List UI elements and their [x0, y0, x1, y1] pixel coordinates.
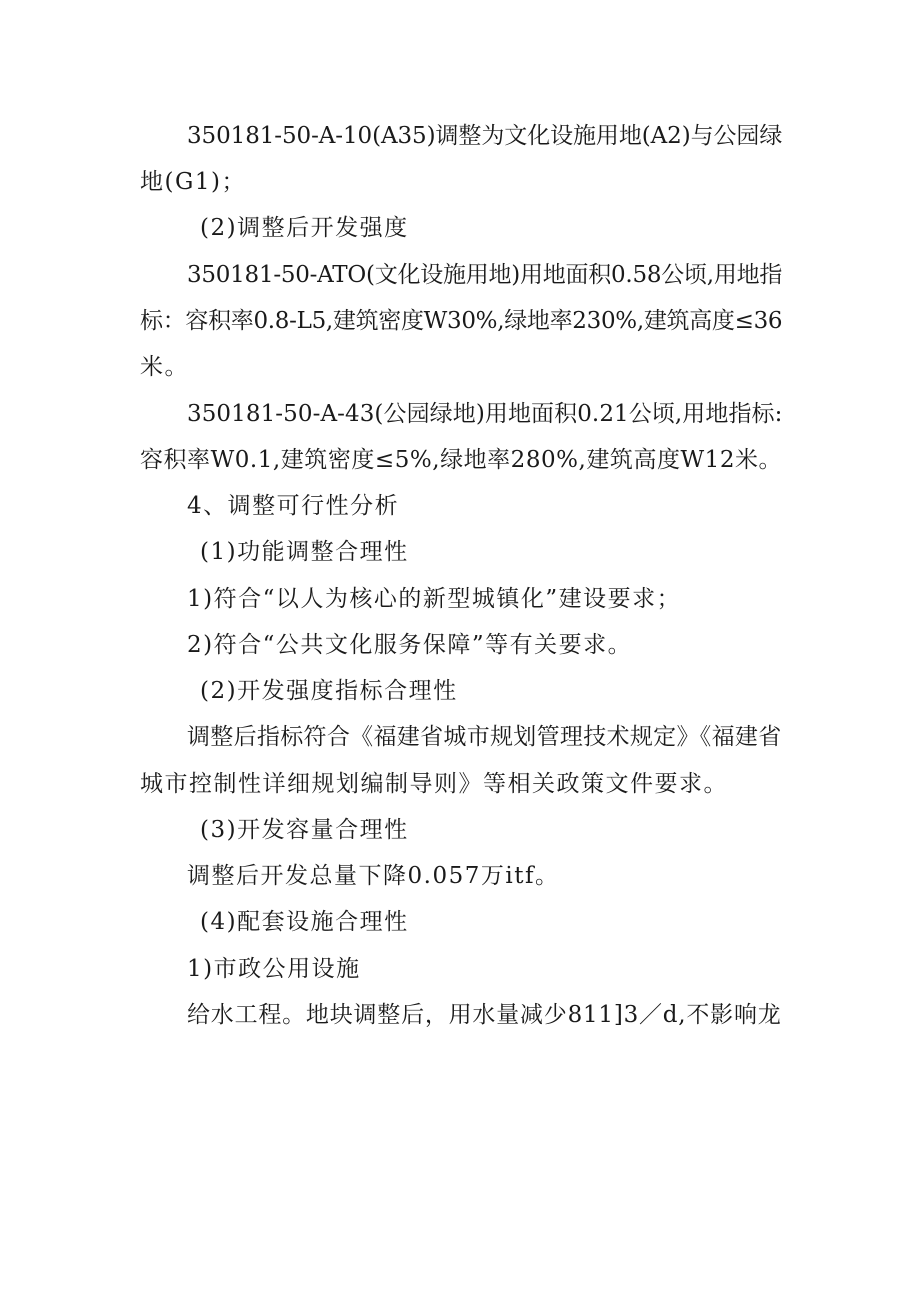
- section-heading: 4、调整可行性分析: [187, 493, 400, 519]
- section-heading: (3)开发容量合理性: [200, 817, 409, 843]
- paragraph-line: 350181-50-A-10(A35)调整为文化设施用地(A2)与公园绿: [187, 123, 783, 149]
- section-heading: (2)开发强度指标合理性: [200, 678, 458, 704]
- paragraph-line: 1)市政公用设施: [187, 956, 361, 982]
- paragraph-line: 调整后指标符合《福建省城市规划管理技术规定》《福建省: [187, 724, 782, 750]
- paragraph-line: 米。: [140, 354, 189, 380]
- paragraph-line: 调整后开发总量下降0.057万itf。: [187, 863, 560, 889]
- section-heading: (4)配套设施合理性: [200, 909, 409, 935]
- section-heading: (2)调整后开发强度: [200, 215, 409, 241]
- paragraph-line: 城市控制性详细规划编制导则》等相关政策文件要求。: [140, 771, 728, 797]
- paragraph-line: 给水工程。地块调整后，用水量减少811]3／d,不影响龙: [187, 1002, 782, 1028]
- paragraph-line: 350181-50-ATO(文化设施用地)用地面积0.58公顷,用地指: [187, 262, 783, 288]
- paragraph-line: 1)符合“以人为核心的新型城镇化”建设要求；: [187, 586, 682, 612]
- paragraph-line: 2)符合“公共文化服务保障”等有关要求。: [187, 632, 633, 658]
- paragraph-line: 350181-50-A-43(公园绿地)用地面积0.21公顷,用地指标:: [187, 401, 783, 427]
- paragraph-line: 容积率W0.1,建筑密度≤5%,绿地率280%,建筑高度W12米。: [140, 447, 783, 473]
- paragraph-line: 标：容积率0.8-L5,建筑密度W30%,绿地率230%,建筑高度≤36: [140, 308, 783, 334]
- paragraph-line: 地(G1)；: [140, 169, 246, 195]
- section-heading: (1)功能调整合理性: [200, 539, 409, 565]
